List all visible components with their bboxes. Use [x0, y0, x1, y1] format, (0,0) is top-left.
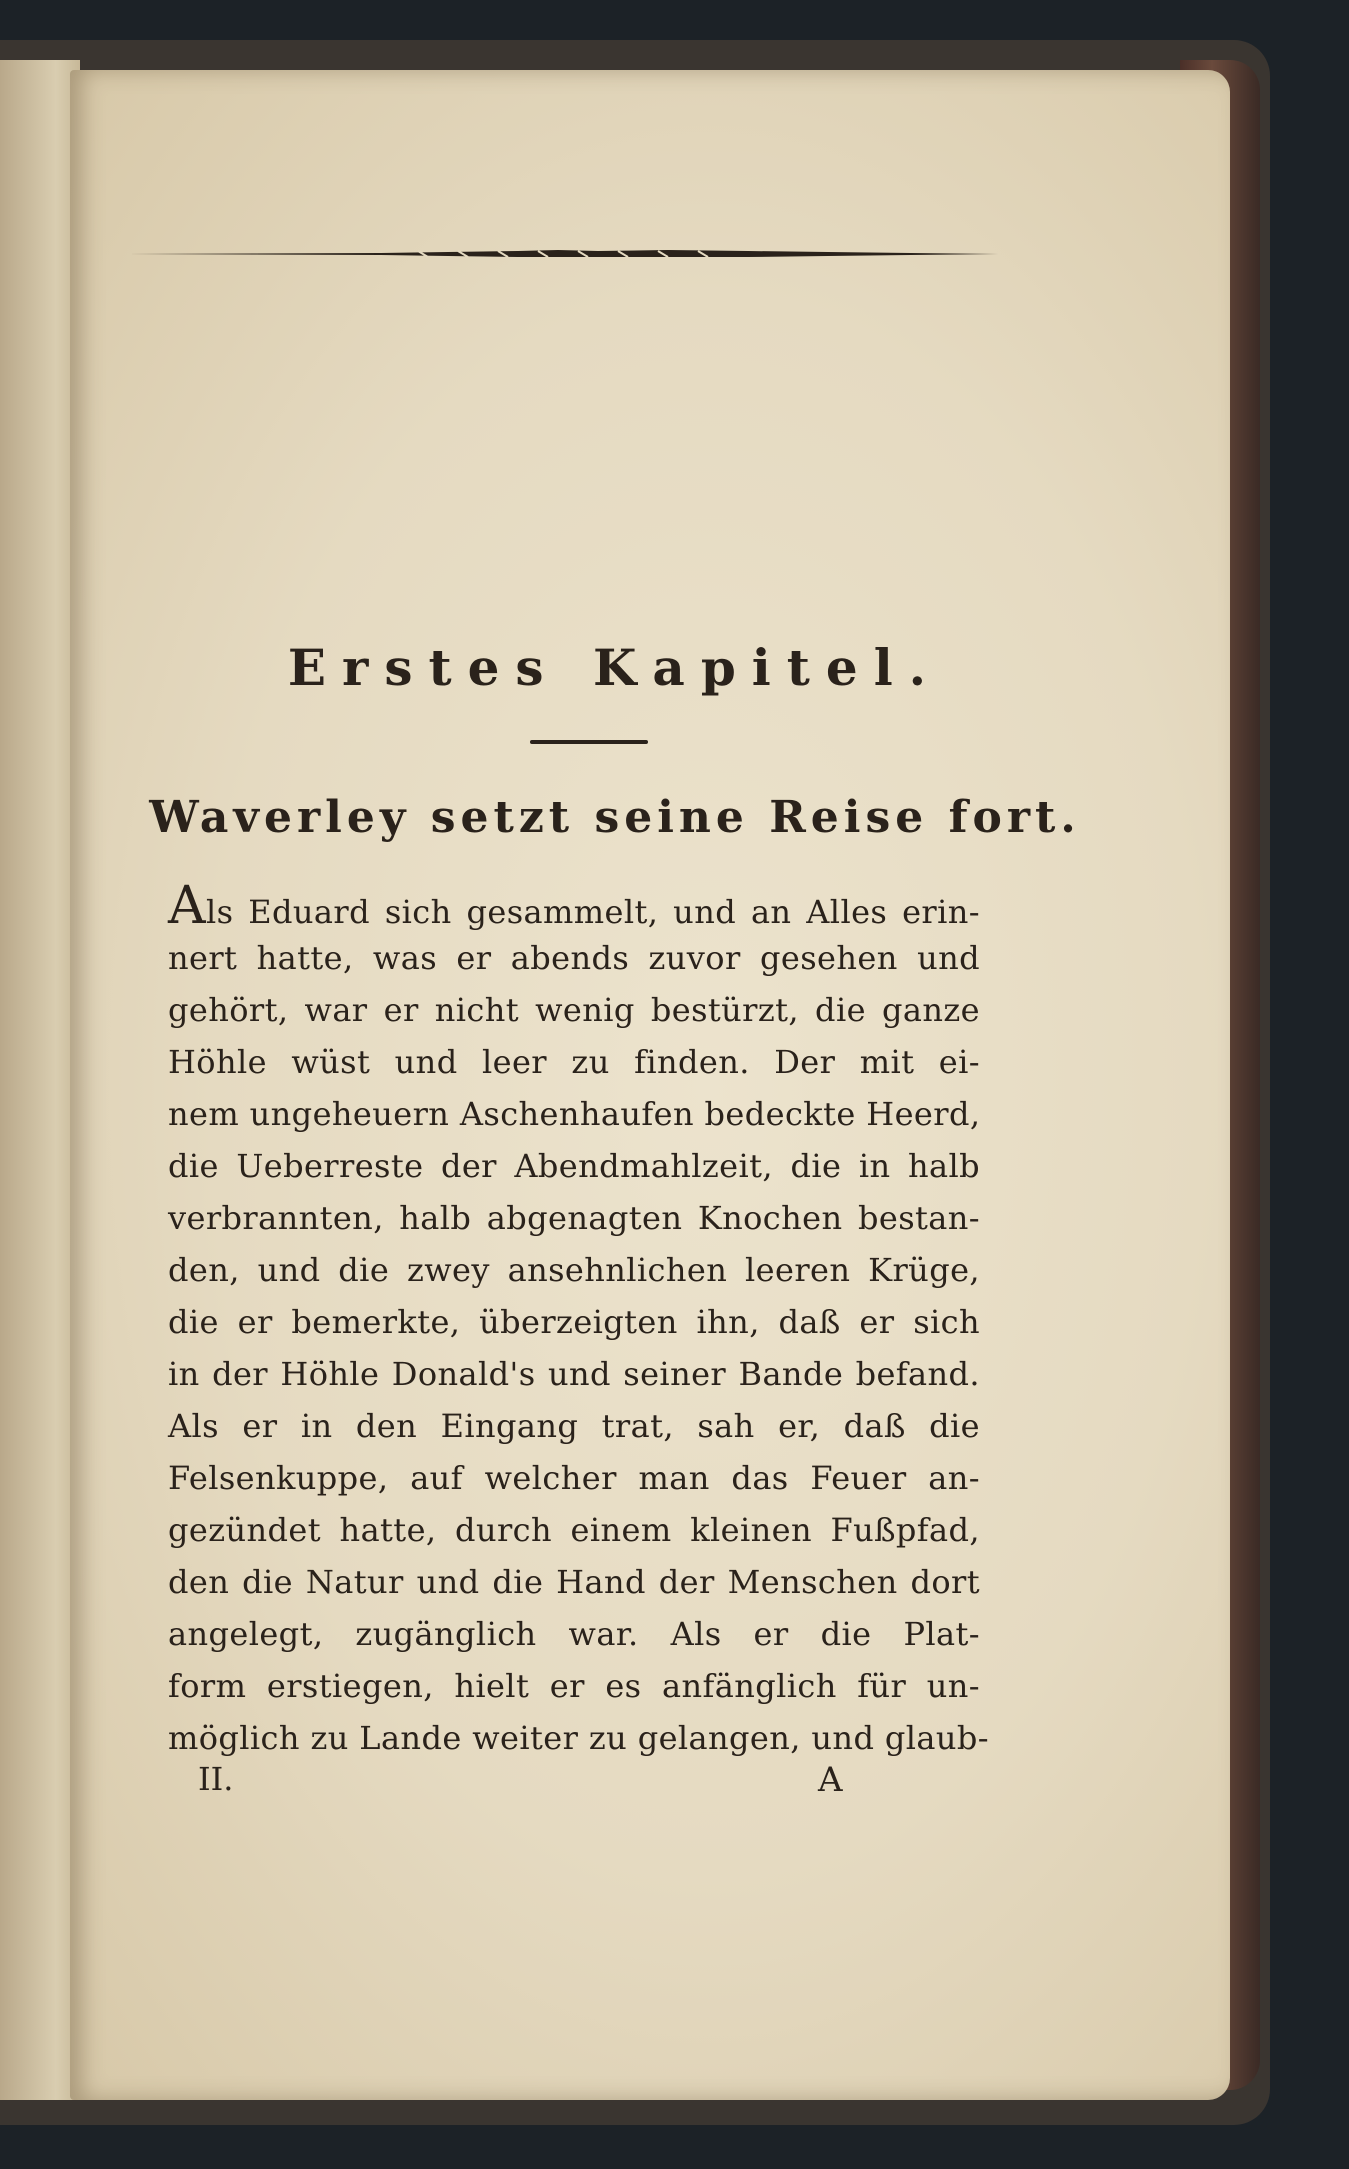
text-line: gehört, war er nicht wenig bestürzt, die ganze [168, 991, 980, 1029]
text-line: gezündet hatte, durch einem kleinen Fußpfad, [168, 1511, 980, 1549]
signature-mark: II. [198, 1760, 234, 1798]
gathering-mark: A [818, 1760, 843, 1800]
text-line: in der Höhle Donald's und seiner Bande befand. [168, 1355, 980, 1393]
text-line: Felsenkuppe, auf welcher man das Feuer an- [168, 1459, 980, 1497]
text-line: Als Eduard sich gesammelt, und an Alles erin- [168, 876, 980, 936]
body-text [168, 876, 990, 1764]
chapter-subtitle: Waverley setzt seine Reise fort. [149, 792, 1081, 843]
text-line: die Ueberreste der Abendmahlzeit, die in halb [168, 1147, 980, 1185]
text-line: den, und die zwey ansehnlichen leeren Krüge, [168, 1251, 980, 1289]
decorative-top-rule [128, 248, 998, 260]
text-line: den die Natur und die Hand der Menschen dort [168, 1563, 980, 1601]
text-line: nem ungeheuern Aschenhaufen bedeckte Heerd, [168, 1095, 981, 1133]
chapter-divider [530, 740, 648, 744]
text-line: Als er in den Eingang trat, sah er, daß die [168, 1407, 980, 1445]
previous-page-edge [0, 60, 80, 2100]
text-line: Höhle wüst und leer zu finden. Der mit ei- [168, 1043, 980, 1081]
text-line: die er bemerkte, überzeigten ihn, daß er sich [168, 1303, 980, 1341]
text-line: möglich zu Lande weiter zu gelangen, und glaub- [168, 1719, 990, 1757]
text-line: verbrannten, halb abgenagten Knochen bestan- [168, 1199, 980, 1237]
text-line: form erstiegen, hielt er es anfänglich für un- [168, 1667, 980, 1705]
text-line: angelegt, zugänglich war. Als er die Plat- [168, 1615, 980, 1653]
chapter-title: Erstes Kapitel. [287, 638, 943, 697]
text-line: nert hatte, was er abends zuvor gesehen und [168, 939, 980, 977]
